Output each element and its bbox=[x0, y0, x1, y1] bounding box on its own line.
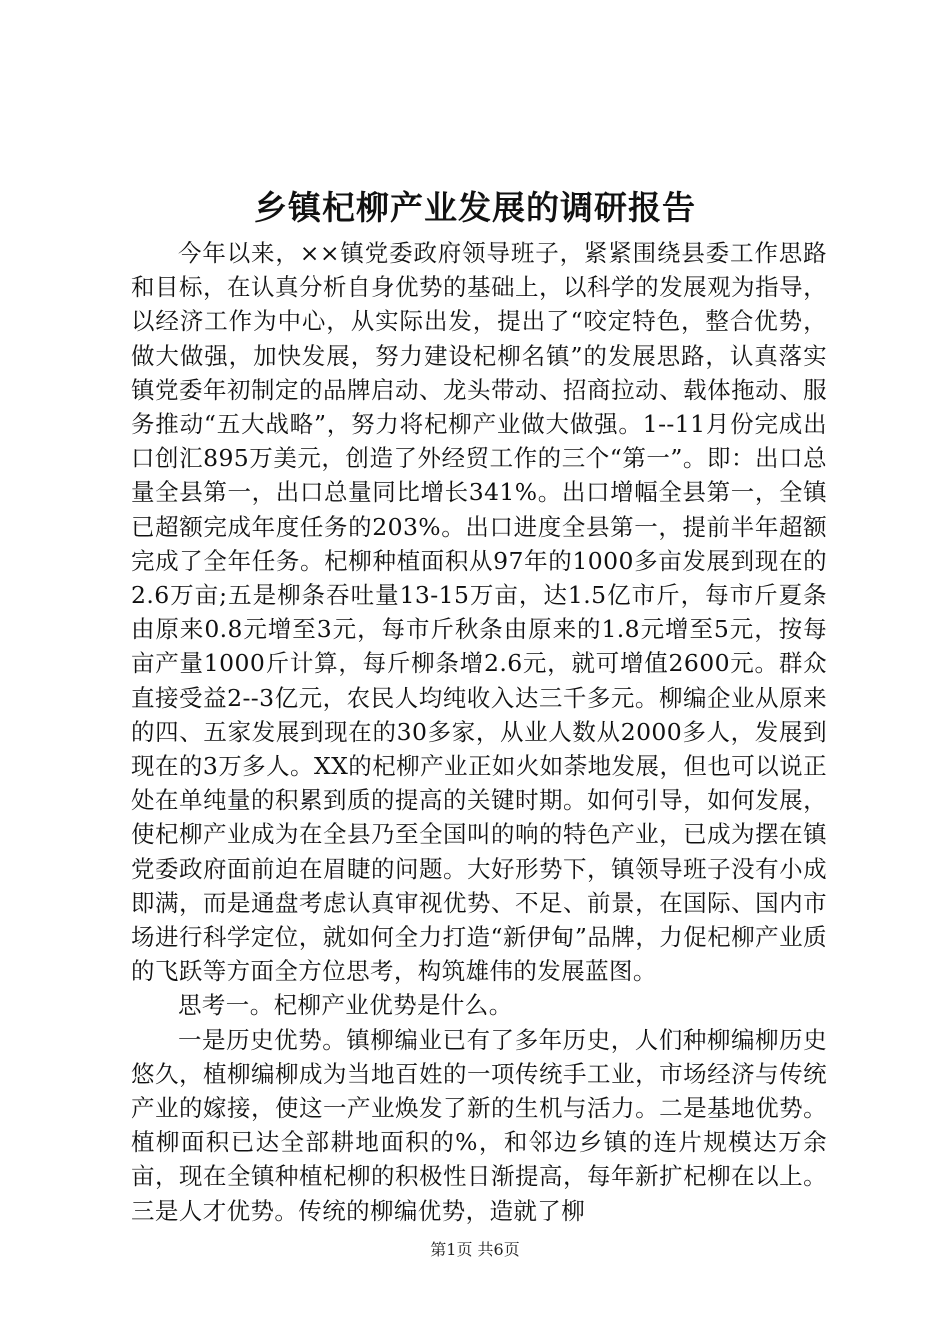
body-paragraph-intro: 今年以来，××镇党委政府领导班子，紧紧围绕县委工作思路和目标，在认真分析自身优势的基础上，以科学的发展观为指导，以经济工作为中心，从实际出发，提出了“咬定特色，整合优势，做大做强，加快发展，努力建设杞柳名镇”的发展思路，认真落实镇党委年初制定的品牌启动、龙头带动、招商拉动、载体拖动、服务推动“五大战略”，努力将杞柳产业做大做强。1--11月份完成出口创汇895万美元，创造了外经贸工作的三个“第一”。即：出口总量全县第一，出口总量同比增长341%。出口增幅全县第一，全镇已超额完成年度任务的203%。出口进度全县第一，提前半年超额完成了全年任务。杞柳种植面积从97年的1000多亩发展到现在的2.6万亩;五是柳条吞吐量13-15万亩，达1.5亿市斤，每市斤夏条由原来0.8元增至3元，每市斤秋条由原来的1.8元增至5元，按每亩产量1000斤计算，每斤柳条增2.6元，就可增值2600元。群众直接受益2--3亿元，农民人均纯收入达三千多元。柳编企业从原来的四、五家发展到现在的30多家，从业人数从2000多人，发展到现在的3万多人。XX的杞柳产业正如火如荼地发展，但也可以说正处在单纯量的积累到质的提高的关键时期。如何引导，如何发展，使杞柳产业成为在全县乃至全国叫的响的特色产业，已成为摆在镇党委政府面前迫在眉睫的问题。大好形势下，镇领导班子没有小成即满，而是通盘考虑认真审视优势、不足、前景，在国际、国内市场进行科学定位，就如何全力打造“新伊甸”品牌，力促杞柳产业质的飞跃等方面全方位思考，构筑雄伟的发展蓝图。 bbox=[131, 239, 827, 986]
document-body bbox=[131, 236, 827, 1228]
page-number-footer: 第1页 共6页 bbox=[430, 1240, 520, 1259]
document-title: 乡镇杞柳产业发展的调研报告 bbox=[254, 188, 696, 227]
body-paragraph-advantages: 一是历史优势。镇柳编业已有了多年历史，人们种柳编柳历史悠久，植柳编柳成为当地百姓的一项传统手工业，市场经济与传统产业的嫁接，使这一产业焕发了新的生机与活力。二是基地优势。植柳面积已达全部耕地面积的%，和邻边乡镇的连片规模达万余亩，现在全镇种植杞柳的积极性日渐提高，每年新扩杞柳在以上。三是人才优势。传统的柳编优势，造就了柳 bbox=[131, 1025, 827, 1225]
body-paragraph-heading-thought-one: 思考一。杞柳产业优势是什么。 bbox=[178, 991, 513, 1020]
